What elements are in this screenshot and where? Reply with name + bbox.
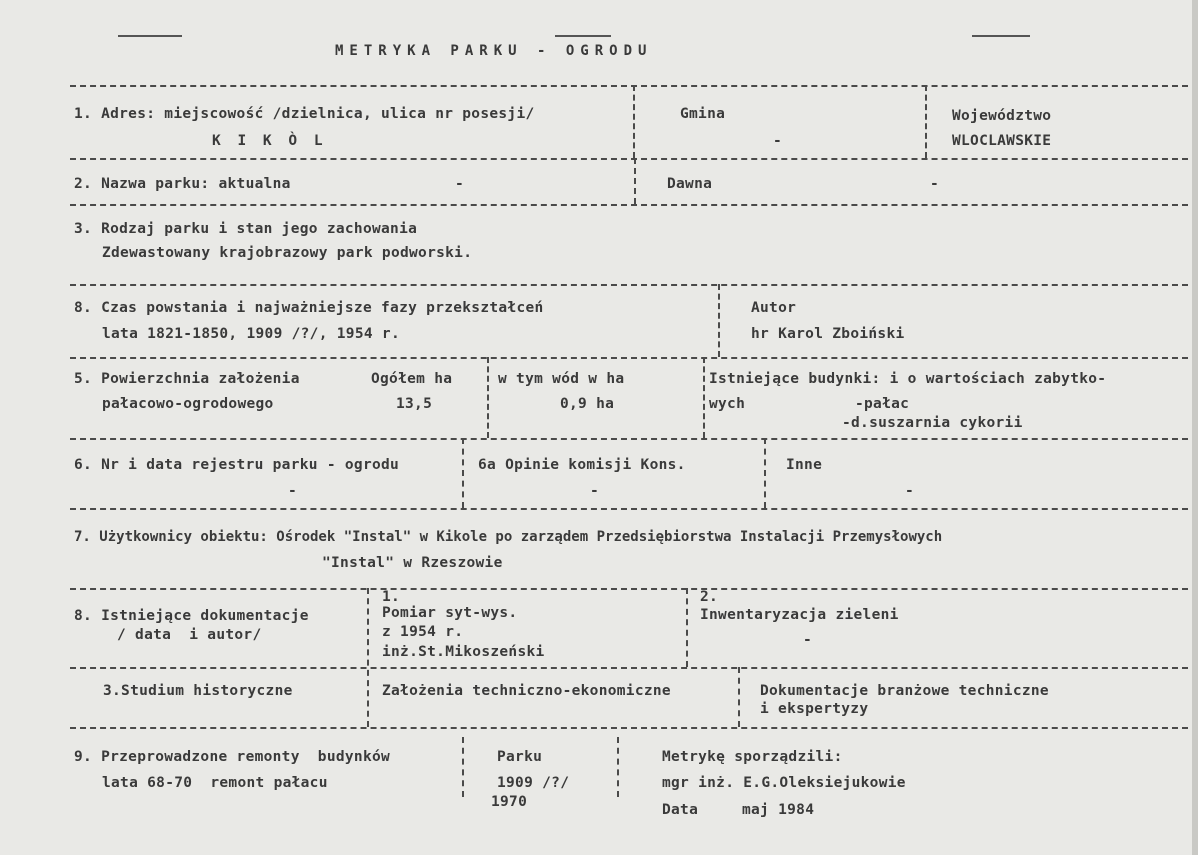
buildings-label: Istniejące budynki: i o wartościach zabytko- (709, 371, 1107, 387)
park-name-former: - (930, 176, 940, 192)
park-type-value: Zdewastowany krajobrazowy park podworski. (102, 245, 473, 261)
row-divider (70, 284, 1188, 286)
area-label: 5. Powierzchnia założenia (74, 371, 300, 387)
water-area-value: 0,9 ha (560, 396, 615, 412)
row-divider (70, 357, 1188, 359)
water-area-label: w tym wód w ha (498, 371, 625, 387)
park-name-former-label: Dawna (667, 176, 713, 192)
doc-item: z 1954 r. (382, 624, 464, 640)
row-divider (70, 158, 1188, 160)
doc-item: 3.Studium historyczne (103, 683, 293, 699)
park-renovation-value: 1970 (491, 794, 528, 810)
column-divider (718, 284, 720, 357)
building-item: -d.suszarnia cykorii (842, 415, 1023, 431)
address-label: 1. Adres: miejscowość /dzielnica, ulica nr posesji/ (74, 106, 535, 122)
doc-number: 2. (700, 589, 719, 605)
opinion-label: 6a Opinie komisji Kons. (478, 457, 686, 473)
doc-item: Dokumentacje branżowe techniczne (760, 683, 1049, 699)
other-label: Inne (786, 457, 823, 473)
users-label: 7. Użytkownicy obiektu: Ośrodek "Instal" w Kikole po zarządem Przedsiębiorstwa Instalacji Przemysłowych (74, 529, 943, 545)
creation-time-label: 8. Czas powstania i najważniejsze fazy przekształceń (74, 300, 544, 316)
row-divider (70, 588, 1188, 590)
column-divider (462, 737, 464, 797)
doc-item: Inwentaryzacja zieleni (700, 607, 899, 623)
register-value: - (288, 483, 298, 499)
column-divider (487, 357, 489, 438)
voivodeship-value: WLOCLAWSKIE (952, 133, 1052, 149)
column-divider (738, 667, 740, 727)
area-total-label: Ogółem ha (371, 371, 453, 387)
park-renovation-label: Parku (497, 749, 543, 765)
top-mark (118, 35, 182, 37)
author-label: Autor (751, 300, 797, 316)
area-label-cont: pałacowo-ogrodowego (102, 396, 274, 412)
doc-item: inż.St.Mikoszeński (382, 644, 545, 660)
author-value: hr Karol Zboiński (751, 326, 905, 342)
opinion-value: - (590, 483, 600, 499)
doc-item-value: - (803, 632, 813, 648)
park-renovation-value: 1909 /?/ (497, 775, 570, 791)
column-divider (617, 737, 619, 797)
row-divider (70, 204, 1188, 206)
column-divider (367, 588, 369, 727)
gmina-value: - (773, 133, 783, 149)
doc-item: i ekspertyzy (760, 701, 869, 717)
column-divider (633, 85, 635, 158)
locality-value: K I K Ò L (212, 133, 327, 149)
users-label-cont: "Instal" w Rzeszowie (322, 555, 503, 571)
park-name-label: 2. Nazwa parku: aktualna (74, 176, 291, 192)
prepared-by-label: Metrykę sporządzili: (662, 749, 843, 765)
park-name-current: - (455, 176, 465, 192)
building-item: -pałac (855, 396, 910, 412)
buildings-label-cont: wych (709, 396, 746, 412)
column-divider (764, 438, 766, 508)
other-value: - (905, 483, 915, 499)
date-label: Data (662, 802, 699, 818)
voivodeship-label: Województwo (952, 108, 1052, 124)
row-divider (70, 727, 1188, 729)
row-divider (70, 667, 1188, 669)
row-divider (70, 438, 1188, 440)
column-divider (686, 588, 688, 667)
date-value: maj 1984 (742, 802, 815, 818)
top-mark (555, 35, 611, 37)
creation-time-value: lata 1821-1850, 1909 /?/, 1954 r. (102, 326, 400, 342)
documentation-sublabel: / data i autor/ (117, 627, 262, 643)
row-divider (70, 508, 1188, 510)
doc-number: 1. (382, 589, 401, 605)
park-type-label: 3. Rodzaj parku i stan jego zachowania (74, 221, 418, 237)
column-divider (925, 85, 927, 158)
doc-item: Pomiar syt-wys. (382, 605, 518, 621)
column-divider (703, 357, 705, 438)
column-divider (462, 438, 464, 508)
top-mark (972, 35, 1030, 37)
row-divider (70, 85, 1188, 87)
column-divider (634, 158, 636, 204)
gmina-label: Gmina (680, 106, 726, 122)
document-title: METRYKA PARKU - OGRODU (335, 43, 653, 59)
doc-item: Założenia techniczno-ekonomiczne (382, 683, 671, 699)
renovations-value: lata 68-70 remont pałacu (102, 775, 328, 791)
renovations-label: 9. Przeprowadzone remonty budynków (74, 749, 391, 765)
area-total-value: 13,5 (396, 396, 433, 412)
register-label: 6. Nr i data rejestru parku - ogrodu (74, 457, 400, 473)
documentation-label: 8. Istniejące dokumentacje (74, 608, 309, 624)
prepared-by-value: mgr inż. E.G.Oleksiejukowie (662, 775, 906, 791)
